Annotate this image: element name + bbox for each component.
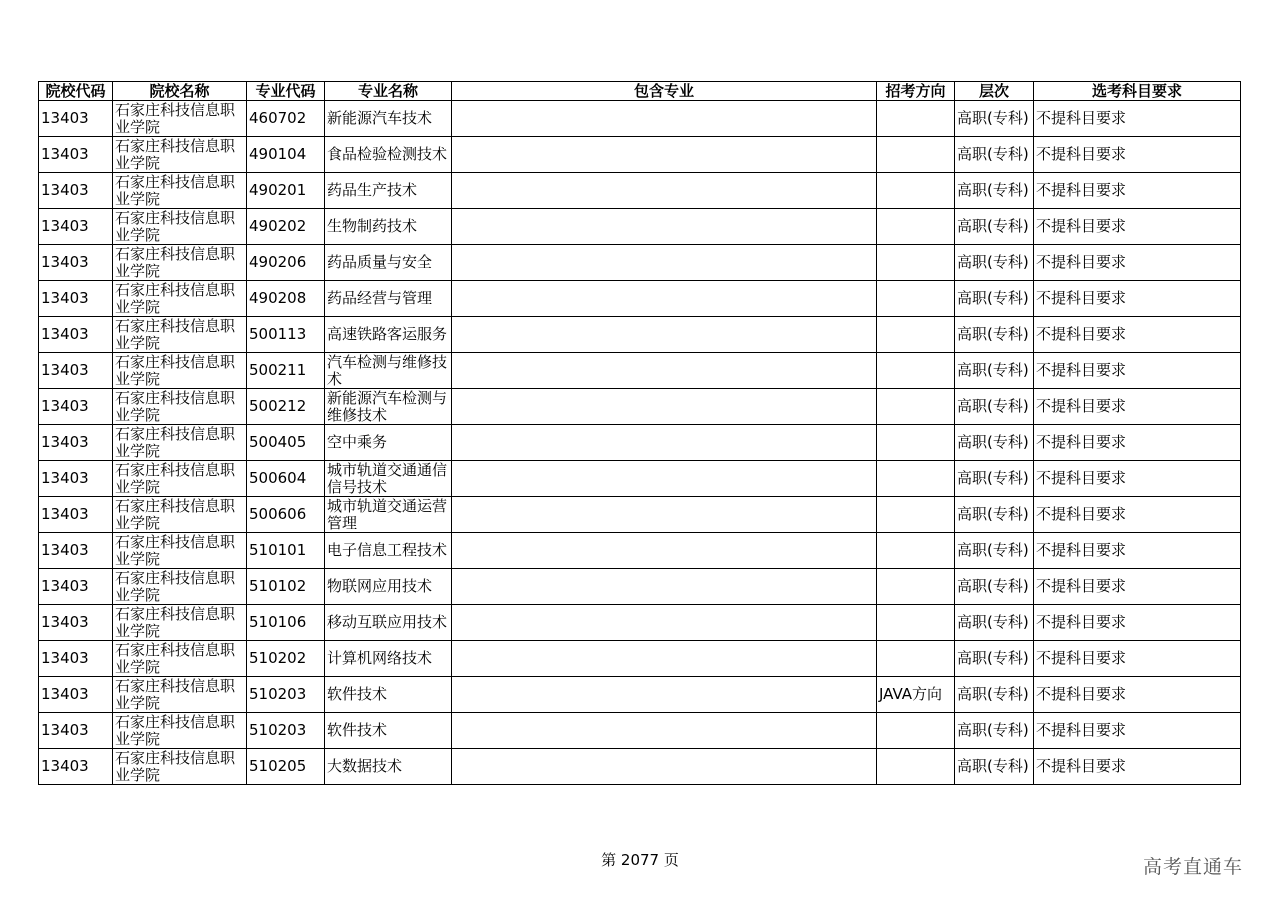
cell-school-name: 石家庄科技信息职业学院 [113, 173, 247, 209]
cell-school-code: 13403 [39, 713, 113, 749]
header-school-name: 院校名称 [113, 82, 247, 101]
cell-major-name: 城市轨道交通通信信号技术 [325, 461, 452, 497]
cell-direction [877, 137, 955, 173]
table-row [39, 569, 1241, 605]
cell-major-name: 生物制药技术 [325, 209, 452, 245]
cell-included [452, 317, 877, 353]
cell-direction [877, 533, 955, 569]
cell-level: 高职(专科) [955, 281, 1034, 317]
table-row [39, 245, 1241, 281]
header-major-code: 专业代码 [247, 82, 325, 101]
cell-requirement: 不提科目要求 [1034, 173, 1241, 209]
cell-major-code: 510205 [247, 749, 325, 785]
cell-requirement: 不提科目要求 [1034, 281, 1241, 317]
cell-major-name: 空中乘务 [325, 425, 452, 461]
cell-requirement: 不提科目要求 [1034, 425, 1241, 461]
cell-level: 高职(专科) [955, 569, 1034, 605]
cell-school-name: 石家庄科技信息职业学院 [113, 533, 247, 569]
cell-requirement: 不提科目要求 [1034, 353, 1241, 389]
admission-table [38, 81, 1241, 785]
cell-direction [877, 569, 955, 605]
cell-direction [877, 461, 955, 497]
cell-requirement: 不提科目要求 [1034, 677, 1241, 713]
cell-school-code: 13403 [39, 641, 113, 677]
cell-major-code: 500405 [247, 425, 325, 461]
table-row [39, 641, 1241, 677]
cell-requirement: 不提科目要求 [1034, 317, 1241, 353]
table-row [39, 533, 1241, 569]
cell-direction [877, 353, 955, 389]
cell-included [452, 533, 877, 569]
cell-included [452, 209, 877, 245]
cell-school-code: 13403 [39, 353, 113, 389]
cell-school-code: 13403 [39, 245, 113, 281]
cell-level: 高职(专科) [955, 101, 1034, 137]
cell-direction [877, 497, 955, 533]
cell-school-code: 13403 [39, 569, 113, 605]
cell-included [452, 677, 877, 713]
cell-requirement: 不提科目要求 [1034, 461, 1241, 497]
cell-requirement: 不提科目要求 [1034, 533, 1241, 569]
cell-direction [877, 605, 955, 641]
table-row [39, 353, 1241, 389]
cell-major-code: 490208 [247, 281, 325, 317]
cell-direction [877, 101, 955, 137]
table-row [39, 497, 1241, 533]
cell-major-name: 电子信息工程技术 [325, 533, 452, 569]
cell-included [452, 137, 877, 173]
cell-level: 高职(专科) [955, 209, 1034, 245]
cell-requirement: 不提科目要求 [1034, 101, 1241, 137]
table-row [39, 173, 1241, 209]
cell-requirement: 不提科目要求 [1034, 389, 1241, 425]
cell-school-code: 13403 [39, 101, 113, 137]
header-major-name: 专业名称 [325, 82, 452, 101]
cell-included [452, 353, 877, 389]
cell-school-code: 13403 [39, 677, 113, 713]
cell-major-name: 新能源汽车检测与维修技术 [325, 389, 452, 425]
cell-level: 高职(专科) [955, 245, 1034, 281]
header-school-code: 院校代码 [39, 82, 113, 101]
cell-major-name: 汽车检测与维修技术 [325, 353, 452, 389]
header-requirement: 选考科目要求 [1034, 82, 1241, 101]
cell-school-code: 13403 [39, 137, 113, 173]
cell-major-name: 物联网应用技术 [325, 569, 452, 605]
watermark: 高考直通车 [1143, 856, 1244, 878]
header-direction: 招考方向 [877, 82, 955, 101]
cell-level: 高职(专科) [955, 317, 1034, 353]
cell-major-code: 510202 [247, 641, 325, 677]
cell-school-name: 石家庄科技信息职业学院 [113, 245, 247, 281]
table-row [39, 209, 1241, 245]
cell-major-name: 高速铁路客运服务 [325, 317, 452, 353]
cell-direction [877, 281, 955, 317]
cell-school-name: 石家庄科技信息职业学院 [113, 137, 247, 173]
cell-school-name: 石家庄科技信息职业学院 [113, 461, 247, 497]
cell-level: 高职(专科) [955, 137, 1034, 173]
cell-direction [877, 425, 955, 461]
cell-requirement: 不提科目要求 [1034, 713, 1241, 749]
cell-direction: JAVA方向 [877, 677, 955, 713]
cell-direction [877, 245, 955, 281]
cell-level: 高职(专科) [955, 533, 1034, 569]
cell-direction [877, 317, 955, 353]
cell-included [452, 461, 877, 497]
cell-major-name: 大数据技术 [325, 749, 452, 785]
table-body [39, 101, 1241, 785]
cell-major-code: 510101 [247, 533, 325, 569]
cell-school-code: 13403 [39, 605, 113, 641]
cell-level: 高职(专科) [955, 353, 1034, 389]
header-row [39, 82, 1241, 101]
cell-school-name: 石家庄科技信息职业学院 [113, 569, 247, 605]
cell-included [452, 173, 877, 209]
cell-level: 高职(专科) [955, 749, 1034, 785]
cell-school-name: 石家庄科技信息职业学院 [113, 281, 247, 317]
page-number: 第 2077 页 [601, 851, 679, 869]
cell-included [452, 101, 877, 137]
cell-included [452, 389, 877, 425]
cell-major-code: 490104 [247, 137, 325, 173]
cell-school-code: 13403 [39, 533, 113, 569]
cell-major-name: 药品生产技术 [325, 173, 452, 209]
cell-school-name: 石家庄科技信息职业学院 [113, 209, 247, 245]
cell-requirement: 不提科目要求 [1034, 641, 1241, 677]
cell-major-code: 510106 [247, 605, 325, 641]
cell-included [452, 641, 877, 677]
cell-major-code: 500211 [247, 353, 325, 389]
cell-requirement: 不提科目要求 [1034, 749, 1241, 785]
cell-major-code: 510203 [247, 713, 325, 749]
cell-major-code: 490202 [247, 209, 325, 245]
cell-major-name: 软件技术 [325, 713, 452, 749]
cell-school-name: 石家庄科技信息职业学院 [113, 389, 247, 425]
table-row [39, 101, 1241, 137]
cell-school-code: 13403 [39, 749, 113, 785]
cell-included [452, 425, 877, 461]
cell-included [452, 605, 877, 641]
cell-major-code: 510203 [247, 677, 325, 713]
cell-school-code: 13403 [39, 389, 113, 425]
cell-major-code: 500113 [247, 317, 325, 353]
cell-included [452, 497, 877, 533]
table-row [39, 605, 1241, 641]
cell-school-code: 13403 [39, 209, 113, 245]
cell-included [452, 749, 877, 785]
cell-major-code: 510102 [247, 569, 325, 605]
cell-requirement: 不提科目要求 [1034, 245, 1241, 281]
cell-school-name: 石家庄科技信息职业学院 [113, 605, 247, 641]
cell-major-code: 490206 [247, 245, 325, 281]
cell-level: 高职(专科) [955, 641, 1034, 677]
cell-school-code: 13403 [39, 425, 113, 461]
cell-direction [877, 389, 955, 425]
cell-level: 高职(专科) [955, 605, 1034, 641]
cell-school-name: 石家庄科技信息职业学院 [113, 425, 247, 461]
cell-major-code: 500606 [247, 497, 325, 533]
table-row [39, 137, 1241, 173]
cell-major-code: 490201 [247, 173, 325, 209]
cell-level: 高职(专科) [955, 425, 1034, 461]
cell-major-name: 计算机网络技术 [325, 641, 452, 677]
table-row [39, 713, 1241, 749]
cell-school-code: 13403 [39, 317, 113, 353]
cell-school-code: 13403 [39, 461, 113, 497]
cell-major-code: 460702 [247, 101, 325, 137]
cell-requirement: 不提科目要求 [1034, 605, 1241, 641]
table-row [39, 425, 1241, 461]
cell-level: 高职(专科) [955, 389, 1034, 425]
table-row [39, 677, 1241, 713]
table-row [39, 317, 1241, 353]
cell-level: 高职(专科) [955, 677, 1034, 713]
table-row [39, 461, 1241, 497]
cell-included [452, 713, 877, 749]
cell-requirement: 不提科目要求 [1034, 137, 1241, 173]
cell-requirement: 不提科目要求 [1034, 497, 1241, 533]
cell-level: 高职(专科) [955, 497, 1034, 533]
cell-level: 高职(专科) [955, 461, 1034, 497]
cell-school-name: 石家庄科技信息职业学院 [113, 749, 247, 785]
cell-included [452, 245, 877, 281]
cell-direction [877, 173, 955, 209]
cell-major-name: 食品检验检测技术 [325, 137, 452, 173]
cell-major-name: 药品经营与管理 [325, 281, 452, 317]
cell-school-name: 石家庄科技信息职业学院 [113, 677, 247, 713]
cell-direction [877, 209, 955, 245]
cell-major-name: 新能源汽车技术 [325, 101, 452, 137]
header-level: 层次 [955, 82, 1034, 101]
cell-school-name: 石家庄科技信息职业学院 [113, 317, 247, 353]
table-row [39, 389, 1241, 425]
cell-requirement: 不提科目要求 [1034, 209, 1241, 245]
header-included: 包含专业 [452, 82, 877, 101]
cell-included [452, 569, 877, 605]
cell-requirement: 不提科目要求 [1034, 569, 1241, 605]
cell-major-name: 移动互联应用技术 [325, 605, 452, 641]
cell-school-name: 石家庄科技信息职业学院 [113, 497, 247, 533]
cell-level: 高职(专科) [955, 713, 1034, 749]
table-row [39, 749, 1241, 785]
cell-direction [877, 713, 955, 749]
cell-major-name: 城市轨道交通运营管理 [325, 497, 452, 533]
cell-major-name: 软件技术 [325, 677, 452, 713]
cell-school-code: 13403 [39, 497, 113, 533]
cell-school-name: 石家庄科技信息职业学院 [113, 641, 247, 677]
cell-school-name: 石家庄科技信息职业学院 [113, 353, 247, 389]
cell-school-name: 石家庄科技信息职业学院 [113, 101, 247, 137]
cell-major-code: 500212 [247, 389, 325, 425]
cell-major-code: 500604 [247, 461, 325, 497]
cell-school-code: 13403 [39, 173, 113, 209]
cell-included [452, 281, 877, 317]
table-row [39, 281, 1241, 317]
cell-school-code: 13403 [39, 281, 113, 317]
cell-direction [877, 749, 955, 785]
cell-school-name: 石家庄科技信息职业学院 [113, 713, 247, 749]
cell-direction [877, 641, 955, 677]
cell-level: 高职(专科) [955, 173, 1034, 209]
cell-major-name: 药品质量与安全 [325, 245, 452, 281]
